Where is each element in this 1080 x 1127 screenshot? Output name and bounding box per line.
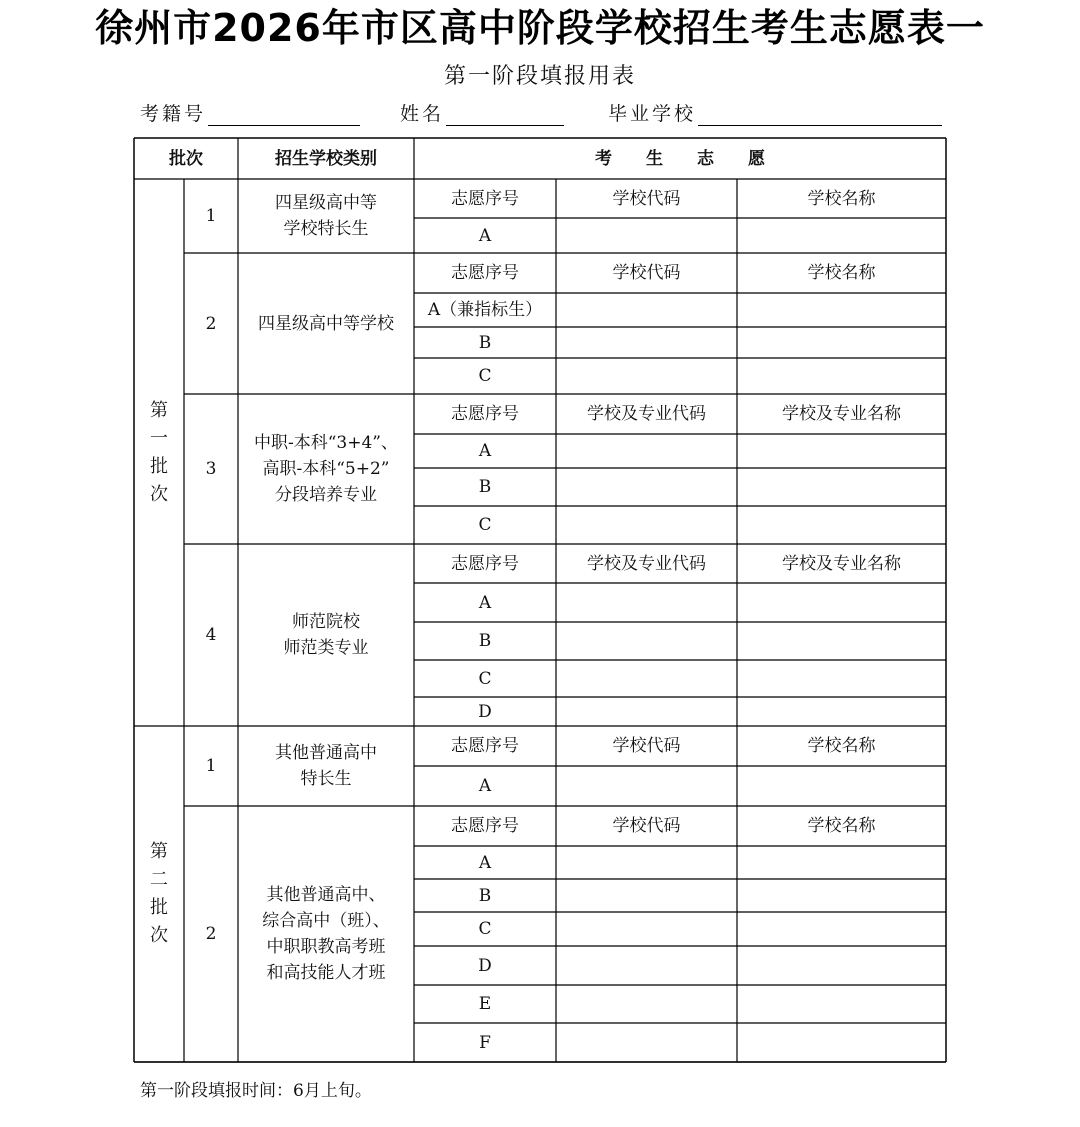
wish-order: A	[478, 225, 492, 246]
school-category-line: 四星级高中等学校	[258, 313, 394, 334]
code-input-cell[interactable]	[556, 912, 737, 946]
code-input-cell[interactable]	[556, 468, 737, 506]
school-label: 毕业学校	[608, 103, 697, 125]
school-category-line: 特长生	[300, 769, 352, 789]
code-input-cell[interactable]	[556, 660, 737, 697]
batch-label-char: 次	[150, 925, 168, 946]
group-number: 1	[205, 756, 217, 776]
name-label: 姓名	[400, 103, 445, 125]
name-input-cell[interactable]	[737, 358, 946, 394]
col-title-code: 学校代码	[612, 188, 681, 209]
wish-order: F	[479, 1032, 491, 1053]
group-number: 3	[205, 459, 217, 479]
school-category-line: 高职-本科“5+2”	[262, 459, 390, 479]
code-input-cell[interactable]	[556, 766, 737, 806]
col-title-order: 志愿序号	[451, 816, 519, 836]
code-input-cell[interactable]	[556, 218, 737, 253]
wish-order: C	[478, 919, 492, 939]
wish-order: B	[478, 477, 492, 497]
col-title-code: 学校代码	[612, 263, 681, 283]
batch-label-char: 第	[150, 841, 168, 862]
school-category-line: 其他普通高中、	[266, 885, 386, 905]
col-title-code: 学校及专业代码	[587, 553, 706, 574]
wish-order: A（兼指标生）	[427, 300, 543, 320]
group-number: 4	[205, 625, 217, 645]
school-category-line: 师范院校	[292, 612, 360, 632]
name-input-cell[interactable]	[737, 697, 946, 726]
batch-label-char: 一	[150, 427, 168, 449]
header-wishes: 考 生 志 愿	[595, 148, 765, 169]
group-number: 2	[205, 313, 217, 334]
col-title-order: 志愿序号	[451, 188, 519, 209]
school-category-line: 中职-本科“3+4”、	[253, 433, 398, 453]
wish-order: A	[478, 441, 492, 461]
col-title-name: 学校及专业名称	[782, 404, 901, 424]
page-subtitle: 第一阶段填报用表	[443, 64, 636, 89]
school-category	[238, 253, 414, 394]
batch-label	[134, 179, 184, 726]
wish-order: B	[478, 332, 492, 353]
wish-order: D	[478, 701, 492, 722]
batch-label-char: 第	[150, 399, 168, 421]
wish-order: B	[478, 631, 492, 651]
col-title-name: 学校名称	[807, 816, 876, 836]
code-input-cell[interactable]	[556, 622, 737, 660]
col-title-name: 学校及专业名称	[782, 553, 901, 574]
school-category-line: 四星级高中等	[275, 193, 377, 213]
name-input-cell[interactable]	[737, 218, 946, 253]
code-input-cell[interactable]	[556, 327, 737, 358]
name-input-cell[interactable]	[737, 985, 946, 1023]
code-input-cell[interactable]	[556, 583, 737, 622]
name-input-cell[interactable]	[737, 434, 946, 468]
batch-label-char: 批	[150, 897, 168, 918]
code-input-cell[interactable]	[556, 434, 737, 468]
code-input-cell[interactable]	[556, 1023, 737, 1062]
wish-order: A	[478, 776, 492, 796]
school-category-line: 和高技能人才班	[266, 963, 386, 983]
batch-label-char: 二	[150, 869, 168, 890]
wish-order: A	[478, 852, 492, 873]
name-input-cell[interactable]	[737, 583, 946, 622]
col-title-order: 志愿序号	[451, 404, 519, 424]
col-title-order: 志愿序号	[451, 263, 519, 283]
col-title-code: 学校代码	[612, 816, 681, 836]
school-category-line: 师范类专业	[283, 638, 369, 658]
footer-note: 第一阶段填报时间：6月上旬。	[140, 1081, 372, 1101]
name-input-cell[interactable]	[737, 766, 946, 806]
batch-label	[134, 726, 184, 1062]
name-input-cell[interactable]	[737, 846, 946, 879]
code-input-cell[interactable]	[556, 879, 737, 912]
code-input-cell[interactable]	[556, 697, 737, 726]
wish-order: A	[478, 592, 492, 613]
wish-order: C	[478, 515, 492, 535]
col-title-code: 学校代码	[612, 736, 681, 756]
name-input-cell[interactable]	[737, 622, 946, 660]
school-category	[238, 726, 414, 806]
wish-order: E	[478, 994, 492, 1014]
col-title-name: 学校名称	[807, 188, 876, 209]
school-category-line: 分段培养专业	[275, 485, 377, 505]
school-category-line: 学校特长生	[283, 219, 369, 239]
name-input-cell[interactable]	[737, 912, 946, 946]
name-input-cell[interactable]	[737, 946, 946, 985]
wish-order: D	[478, 955, 492, 976]
name-input-cell[interactable]	[737, 879, 946, 912]
col-title-order: 志愿序号	[451, 553, 519, 574]
group-number: 2	[205, 924, 217, 944]
batch-label-char: 次	[150, 483, 168, 505]
school-category-line: 中职职教高考班	[266, 937, 386, 957]
name-input-cell[interactable]	[737, 1023, 946, 1062]
col-title-code: 学校及专业代码	[587, 404, 706, 424]
code-input-cell[interactable]	[556, 985, 737, 1023]
school-category	[238, 394, 414, 544]
col-title-name: 学校名称	[807, 263, 876, 283]
wish-order: C	[478, 668, 492, 689]
page-title: 徐州市2026年市区高中阶段学校招生考生志愿表一	[95, 6, 985, 50]
code-input-cell[interactable]	[556, 358, 737, 394]
code-input-cell[interactable]	[556, 946, 737, 985]
school-category	[238, 544, 414, 726]
school-category	[238, 179, 414, 253]
wish-order: B	[478, 885, 492, 906]
code-input-cell[interactable]	[556, 293, 737, 327]
school-category	[238, 806, 414, 1062]
name-input-cell[interactable]	[737, 327, 946, 358]
wish-order: C	[478, 366, 492, 386]
name-input-cell[interactable]	[737, 506, 946, 544]
name-input-cell[interactable]	[737, 660, 946, 697]
header-category: 招生学校类别	[275, 148, 377, 169]
col-title-name: 学校名称	[807, 736, 876, 756]
name-input-cell[interactable]	[737, 468, 946, 506]
school-category-line: 综合高中（班）、	[262, 911, 390, 931]
name-input-cell[interactable]	[737, 293, 946, 327]
exam-id-label: 考籍号	[140, 103, 207, 125]
col-title-order: 志愿序号	[451, 736, 519, 756]
school-category-line: 其他普通高中	[275, 743, 377, 763]
header-batch: 批次	[169, 148, 203, 169]
batch-label-char: 批	[150, 455, 168, 477]
code-input-cell[interactable]	[556, 506, 737, 544]
group-number: 1	[205, 206, 217, 226]
code-input-cell[interactable]	[556, 846, 737, 879]
